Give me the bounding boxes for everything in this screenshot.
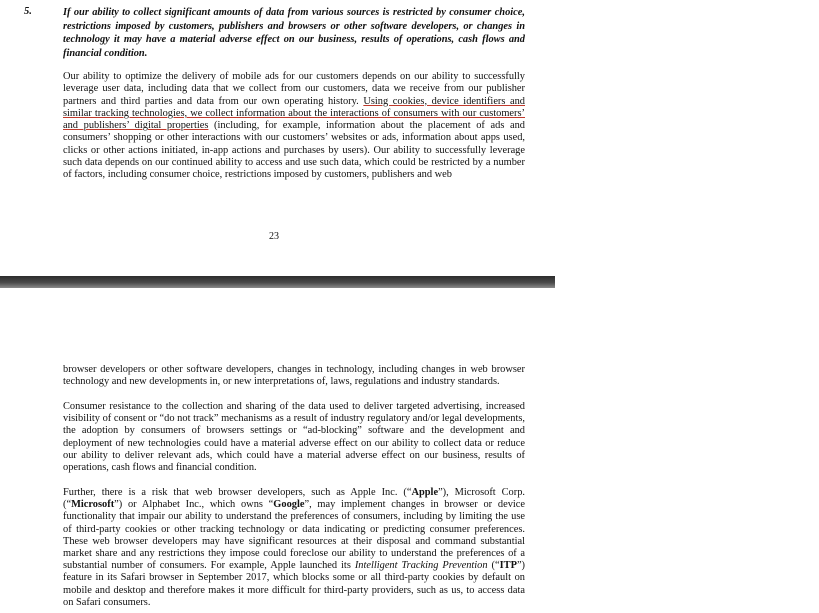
paragraph-text: ”) or Alphabet Inc., which owns “ <box>114 499 274 511</box>
document-page-bottom <box>0 288 555 613</box>
paragraph-text: Our ability to optimize the delivery of mobile ads for our customers depends on our ability to successfully leverage user data, including data that we collect from our customers, data we receive from our publisher partners and third parties and data from our own operating history. <box>63 71 525 107</box>
paragraph-data-usage <box>63 71 525 182</box>
paragraph-text: ”, may implement changes in browser or device functionality that impair our ability to understand the preferences of consumers, including by limiting the use of third-party cookies or other tracking technology or data indicating or predicting consumer preferences. These web browser developers may have significant resources at their disposal and command substantial market share and any restrictions they impose could foreclose our ability to understand the preferences of a substantial number of consumers. For example, Apple launched its <box>63 499 526 572</box>
defined-term-microsoft: Microsoft <box>71 499 115 511</box>
paragraph-text: ”), Microsoft Corp. (“ <box>63 487 525 511</box>
document-page-top <box>0 0 555 276</box>
risk-item-number: 5. <box>24 6 32 17</box>
defined-term-itp: ITP <box>499 560 517 572</box>
itp-feature-name: Intelligent Tracking Prevention <box>354 560 488 572</box>
paragraph-browser-developers <box>63 487 525 609</box>
page-separator <box>0 276 555 288</box>
paragraph-consumer-resistance: Consumer resistance to the collection and sharing of the data used to deliver targeted advertising, increased visibility of consent or “do not track” mechanisms as a result of industry regulatory and/or legal developments, the adoption by consumers of browsers settings or “ad-blocking” software and the development and deployment of new technologies could have a material adverse effect on our ability to collect data or reduce our ability to deliver relevant ads, which could have a material adverse effect on our business, results of operations, cash flows and financial condition. <box>63 401 525 474</box>
page-number: 23 <box>269 231 279 242</box>
paragraph-text: (“ <box>487 560 500 572</box>
defined-term-google: Google <box>273 499 305 511</box>
paragraph-text: Further, there is a risk that web browser developers, such as Apple Inc. (“ <box>63 487 412 498</box>
highlighted-text: Using cookies, device identifiers and similar tracking technologies, we collect information about the interactions of consumers with our customers’ and publishers’ digital properties <box>63 95 526 132</box>
risk-heading: If our ability to collect significant amounts of data from various sources is restricted by consumer choice, restrictions imposed by customers, publishers and browsers or other software developers, or changes in technology it may have a material adverse effect on our business, results of operations, cash flows and financial condition. <box>63 7 525 59</box>
paragraph-continuation: browser developers or other software developers, changes in technology, including changes in web browser technology and new developments in, or new interpretations of, laws, regulations and industry standards. <box>63 364 525 388</box>
defined-term-apple: Apple <box>411 487 439 498</box>
paragraph-text: (including, for example, information about the placement of ads and consumers’ shopping or other interactions with our customers’ websites or ads, information about apps used, clicks or other actions initiated, in-app actions and purchases by users). Our ability to successfully leverage such data depends on our continued ability to access and use such data, which could be restricted by a number of factors, including consumer choice, restrictions imposed by customers, publishers and web <box>63 120 525 181</box>
paragraph-text: ”) feature in its Safari browser in September 2017, which blocks some or all third-party cookies by default on mobile and desktop and therefore makes it more difficult for third-party providers, such as us, to access data on Safari consumers. <box>63 560 526 608</box>
